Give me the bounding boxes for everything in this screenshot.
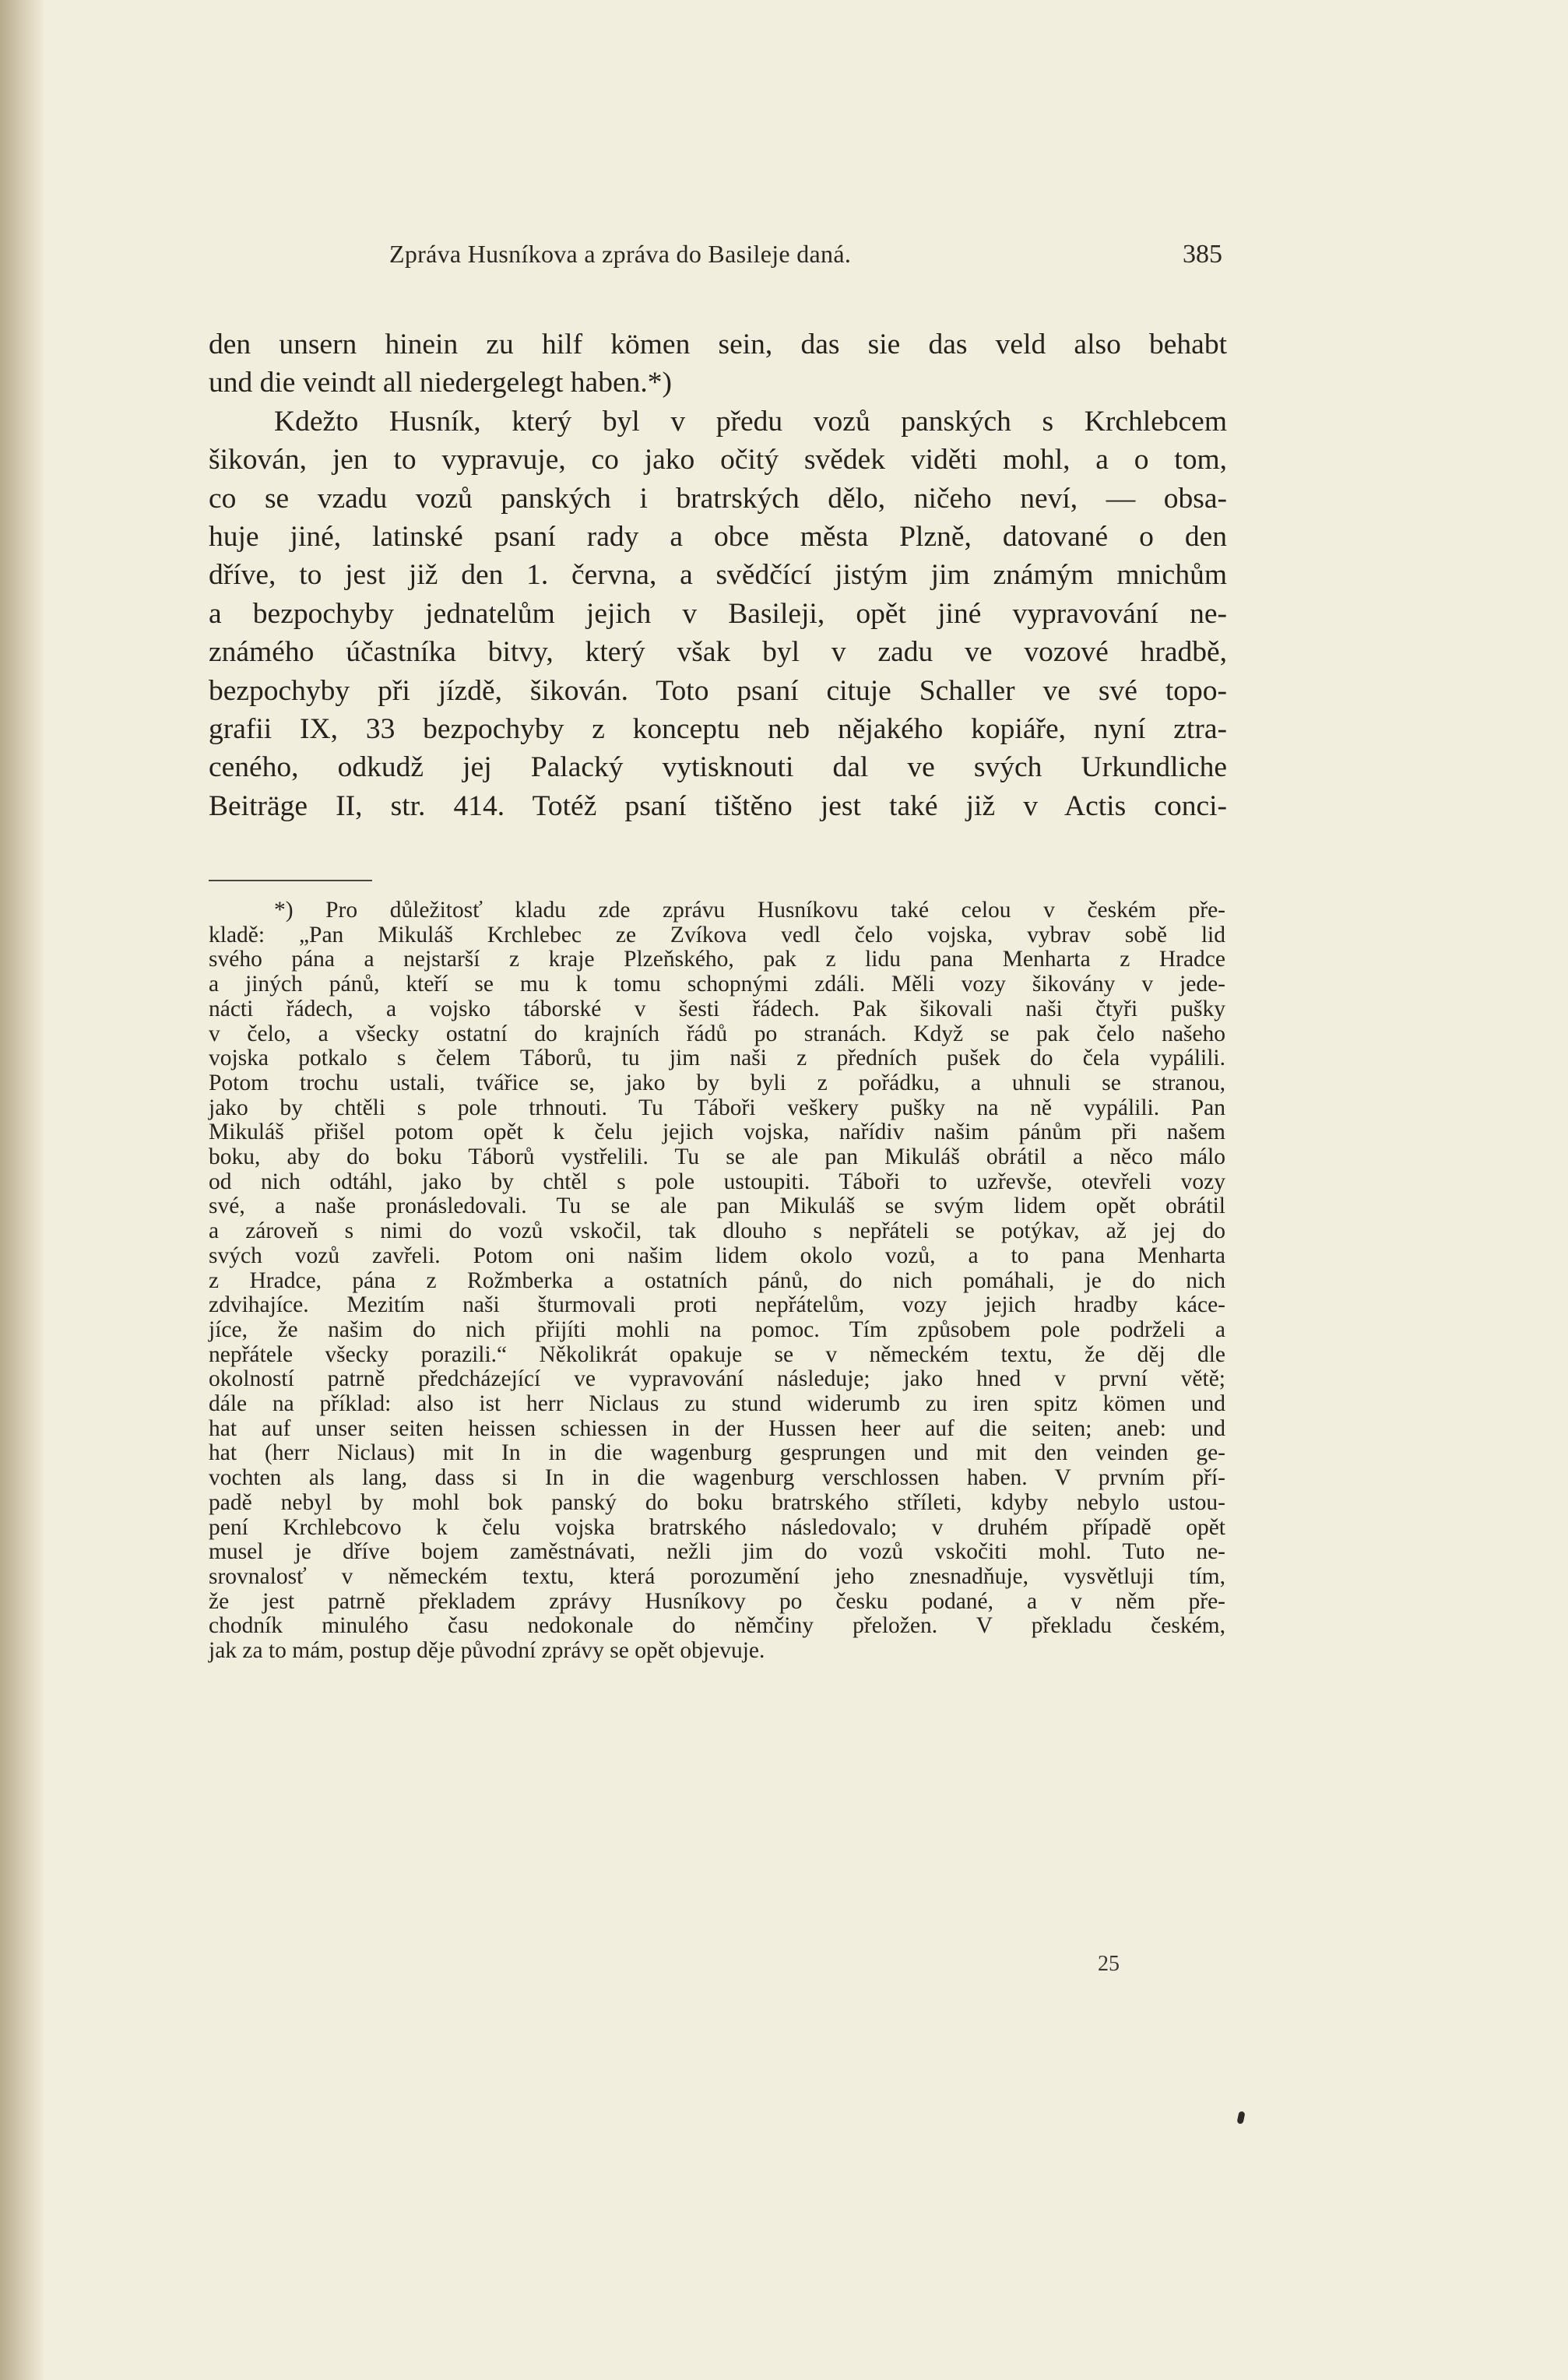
text-line: Kdežto Husník, který byl v předu vozů panských s Krchlebcem bbox=[274, 405, 1227, 438]
text-line: a bezpochyby jednatelům jejich v Basileji, opět jiné vypravování ne- bbox=[209, 597, 1227, 630]
footnote-line: a jiných pánů, kteří se mu k tomu schopnými zdáli. Měli vozy šikovány v jede- bbox=[209, 972, 1225, 997]
footnote-line: a zároveň s nimi do vozů vskočil, tak dlouho s nepřáteli se potýkav, až jej do bbox=[209, 1218, 1225, 1244]
text-line: ceného, odkudž jej Palacký vytisknouti dal ve svých Urkundliche bbox=[209, 751, 1227, 784]
footnote-line: od nich odtáhl, jako by chtěl s pole ustoupiti. Táboři to uzřevše, otevřeli vozy bbox=[209, 1169, 1225, 1194]
footnote-line: chodník minulého času nedokonale do němčiny přeložen. V překladu českém, bbox=[209, 1613, 1225, 1639]
text-line: bezpochyby při jízdě, šikován. Toto psaní cituje Schaller ve své topo- bbox=[209, 674, 1227, 707]
footnote-line: kladě: „Pan Mikuláš Krchlebec ze Zvíkova vedl čelo vojska, vybrav sobě lid bbox=[209, 922, 1225, 947]
footnote-line: své, a naše pronásledovali. Tu se ale pan Mikuláš se svým lidem opět obrátil bbox=[209, 1194, 1225, 1219]
signature-mark: 25 bbox=[1098, 1952, 1120, 1976]
footnote-line: dále na příklad: also ist herr Niclaus zu stund widerumb zu iren spitz kömen und bbox=[209, 1391, 1225, 1417]
footnote-line: hat (herr Niclaus) mit In in die wagenburg gesprungen und mit den veinden ge- bbox=[209, 1440, 1225, 1466]
footnote-separator bbox=[209, 880, 372, 881]
text-line: den unsern hinein zu hilf kömen sein, das sie das veld also behabt bbox=[209, 329, 1227, 360]
ink-speck bbox=[1238, 2111, 1244, 2124]
text-line: dříve, to jest již den 1. června, a svědčící jistým jim známým mnichům bbox=[209, 559, 1227, 592]
footnote-line: musel je dříve bojem zaměstnávati, nežli jim do vozů vskočiti mohl. Tuto ne- bbox=[209, 1539, 1225, 1565]
text-line: grafii IX, 33 bezpochyby z konceptu neb nějakého kopiáře, nyní ztra- bbox=[209, 713, 1227, 746]
footnote-line: svého pána a nejstarší z kraje Plzeňského, pak z lidu pana Menharta z Hradce bbox=[209, 947, 1225, 972]
footnote-line: pení Krchlebcovo k čelu vojska bratrského následovalo; v druhém případě opět bbox=[209, 1514, 1225, 1540]
footnote-line: z Hradce, pána z Rožmberka a ostatních pánů, do nich pomáhali, je do nich bbox=[209, 1267, 1225, 1293]
footnote-line: okolností patrně předcházející ve vypravování následuje; jako hned v první větě; bbox=[209, 1366, 1225, 1392]
footnote-line: že jest patrně překladem zprávy Husníkovy po česku podané, a v něm pře- bbox=[209, 1588, 1225, 1614]
text-line: šikován, jen to vypravuje, co jako očitý svědek viděti mohl, a o tom, bbox=[209, 444, 1227, 476]
footnote-line: nepřátele všecky porazili.“ Několikrát opakuje se v německém textu, že děj dle bbox=[209, 1341, 1225, 1367]
running-title: Zpráva Husníkova a zpráva do Basileje daná. bbox=[389, 240, 852, 268]
footnote-line: v čelo, a všecky ostatní do krajních řádů po stranách. Když se pak čelo našeho bbox=[209, 1021, 1225, 1046]
footnote-line: jak za to mám, postup děje původní zprávy se opět objevuje. bbox=[209, 1638, 765, 1664]
footnote-line: hat auf unser seiten heissen schiessen in der Hussen heer auf die seiten; aneb: und bbox=[209, 1415, 1225, 1441]
footnote-line: boku, aby do boku Táborů vystřelili. Tu se ale pan Mikuláš obrátil a něco málo bbox=[209, 1144, 1225, 1170]
speck-dot bbox=[1236, 2111, 1245, 2124]
footnote-line: *) Pro důležitosť kladu zde zprávu Husníkovu také celou v českém pře- bbox=[274, 898, 1225, 923]
footnote-line: Mikuláš přišel potom opět k čelu jejich vojska, nařídiv našim pánům při našem bbox=[209, 1120, 1225, 1145]
text-line: známého účastníka bitvy, který však byl v zadu ve vozové hradbě, bbox=[209, 636, 1227, 669]
text-line: co se vzadu vozů panských i bratrských dělo, ničeho neví, — obsa- bbox=[209, 482, 1227, 515]
text-line: huje jiné, latinské psaní rady a obce města Plzně, datované o den bbox=[209, 521, 1227, 554]
footnote-line: srovnalosť v německém textu, která porozumění jeho znesnadňuje, vysvětluji tím, bbox=[209, 1563, 1225, 1589]
page-number: 385 bbox=[1183, 240, 1222, 269]
footnote-line: svých vozů zavřeli. Potom oni našim lidem okolo vozů, a to pana Menharta bbox=[209, 1243, 1225, 1268]
footnote-line: vojska potkalo s čelem Táborů, tu jim naši z předních pušek do čela vypálili. bbox=[209, 1046, 1225, 1071]
text-line: und die veindt all niedergelegt haben.*) bbox=[209, 367, 672, 399]
footnote-line: jako by chtěli s pole trhnouti. Tu Táboři veškery pušky na ně vypálili. Pan bbox=[209, 1095, 1225, 1120]
footnote-line: jíce, že našim do nich přijíti mohli na pomoc. Tím způsobem pole podrželi a bbox=[209, 1317, 1225, 1342]
main-text bbox=[209, 325, 1227, 825]
footnote-line: zdvihajíce. Mezitím naši šturmovali proti nepřátelům, vozy jejich hradby káce- bbox=[209, 1292, 1225, 1318]
footnote-line: Potom trochu ustali, tvářice se, jako by byli z pořádku, a uhnuli se stranou, bbox=[209, 1070, 1225, 1095]
footnote-line: nácti řádech, a vojsko táborské v šesti řádech. Pak šikovali naši čtyři pušky bbox=[209, 996, 1225, 1021]
footnote-line: vochten als lang, dass si In in die wagenburg verschlossen haben. V prvním pří- bbox=[209, 1465, 1225, 1491]
page-header bbox=[210, 240, 1222, 280]
binding-shadow bbox=[0, 0, 44, 2380]
footnote-line: padě nebyl by mohl bok panský do boku bratrského stříleti, kdyby nebylo ustou- bbox=[209, 1489, 1225, 1515]
footnote bbox=[209, 898, 1225, 1664]
text-line: Beiträge II, str. 414. Totéž psaní tištěno jest také již v Actis conci- bbox=[209, 789, 1227, 822]
